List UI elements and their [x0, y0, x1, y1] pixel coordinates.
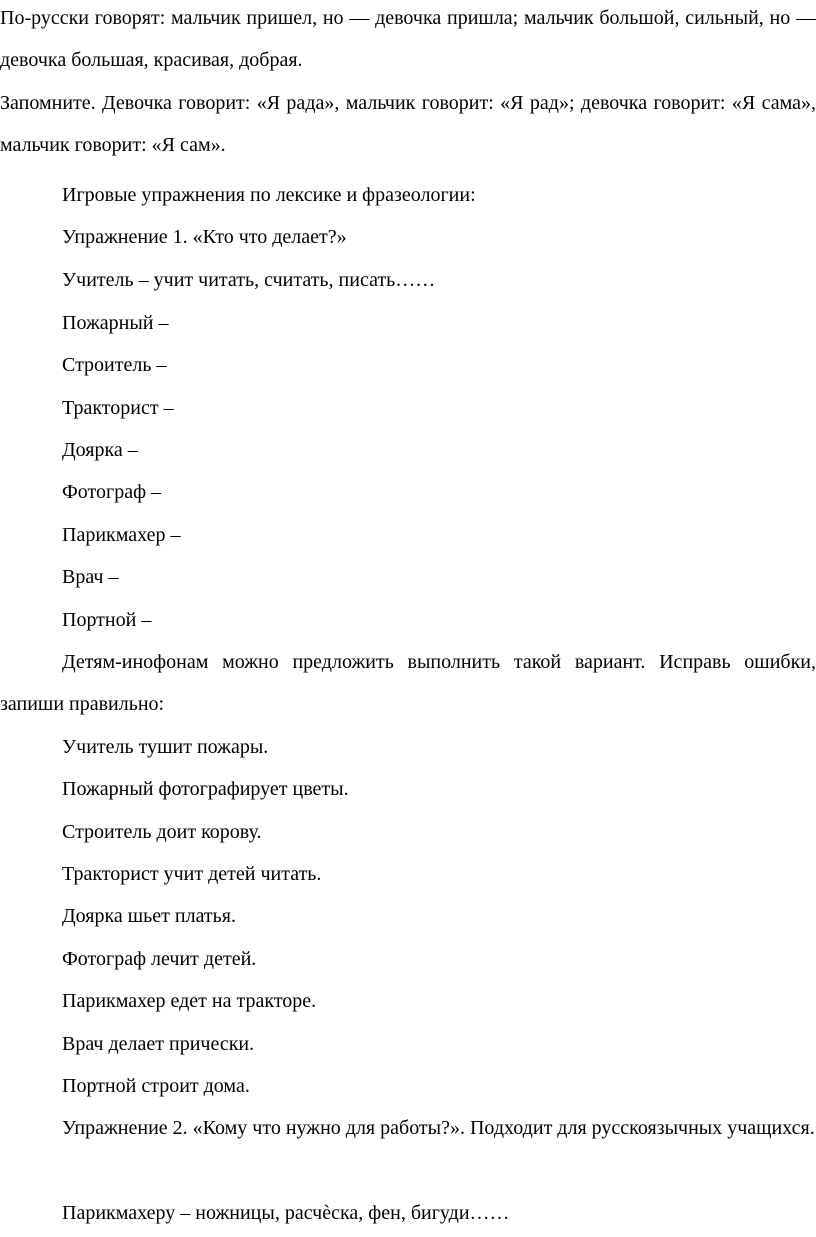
list-item: Фотограф – — [62, 481, 162, 503]
list-item: Парикмахер едет на тракторе. — [62, 990, 317, 1012]
list-item: Тракторист – — [62, 397, 174, 419]
list-item: Доярка шьет платья. — [62, 905, 236, 927]
list-item: Пожарный – — [62, 312, 169, 334]
list-item: Врач – — [62, 566, 119, 588]
paragraph-remember: Запомните. Девочка говорит: «Я рада», мальчик говорит: «Я рад»; девочка говорит: «Я сама», мальчик говорит: «Я сам». — [0, 92, 816, 156]
paragraph-inophone-variant: Детям-инофонам можно предложить выполнить такой вариант. Исправь ошибки, запиши правильно: — [0, 651, 816, 715]
list-item: Парикмахер – — [62, 524, 181, 546]
list-item: Учитель тушит пожары. — [62, 736, 269, 758]
list-item: Врач делает прически. — [62, 1033, 255, 1055]
list-item: Портной строит дома. — [62, 1075, 250, 1097]
list-item: Тракторист учит детей читать. — [62, 863, 322, 885]
list-item: Строитель доит корову. — [62, 821, 262, 843]
list-item: Строитель – — [62, 354, 167, 376]
list-item: Парикмахеру – ножницы, расчѐска, фен, бигуди…… — [62, 1202, 510, 1224]
exercise-2-title: Упражнение 2. «Кому что нужно для работы?». Подходит для русскоязычных учащихся. — [62, 1117, 815, 1139]
list-item: Учитель – учит читать, считать, писать…… — [62, 269, 436, 291]
exercise-1-title: Упражнение 1. «Кто что делает?» — [62, 226, 347, 248]
list-item: Пожарный фотографирует цветы. — [62, 778, 349, 800]
list-item: Портной – — [62, 609, 152, 631]
paragraph-intro: По-русски говорят: мальчик пришел, но — девочка пришла; мальчик большой, сильный, но — девочка большая, красивая, добрая. — [0, 7, 816, 71]
exercises-heading: Игровые упражнения по лексике и фразеологии: — [62, 184, 476, 206]
list-item: Фотограф лечит детей. — [62, 948, 257, 970]
list-item: Доярка – — [62, 439, 138, 461]
